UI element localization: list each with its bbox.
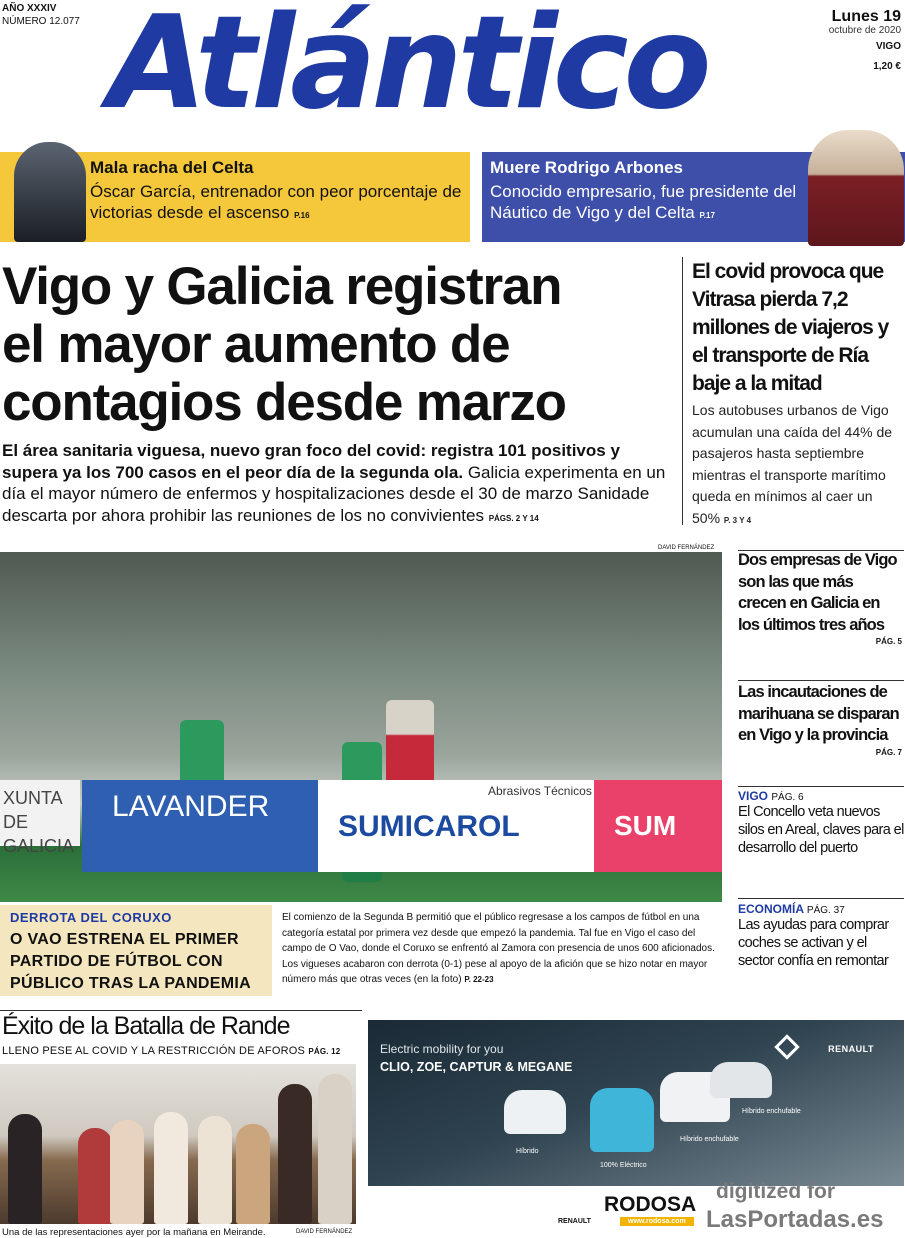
car-label: Híbrido <box>516 1148 539 1155</box>
figure <box>318 1074 352 1224</box>
lead-rest: Galicia experimenta en un día el mayor número de enfermos y hospitalizaciones desde el 30 de marzo Sanidade descarta por ahora prohibir las reuniones de los no convivientes <box>2 462 666 525</box>
teaser-body: Conocido empresario, fue presidente del Náutico de Vigo y del Celta P.17 <box>490 182 797 222</box>
rande-photo <box>0 1064 356 1224</box>
vitrasa-headline[interactable]: El covid provoca que Vitrasa pierda 7,2 millones de viajeros y el transporte de Ría baje a la mitad <box>692 260 889 395</box>
main-lead <box>2 440 674 529</box>
photo-credit: DAVID FERNÁNDEZ <box>658 545 715 551</box>
masthead-date <box>829 10 901 74</box>
sidebar-story-ayudas[interactable] <box>738 902 904 970</box>
banner-small-text: Abrasivos Técnicos <box>488 784 592 798</box>
issue-price: 1,20 € <box>873 61 901 72</box>
newspaper-logo[interactable]: Atlántico <box>108 0 707 138</box>
sidebar-headline: Dos empresas de Vigo son las que más crecen en Galicia en los últimos tres años <box>738 551 897 634</box>
ad-tagline: Electric mobility for you <box>380 1042 504 1056</box>
figure <box>198 1116 232 1224</box>
lead-bold: El área sanitaria viguesa, nuevo gran foco del covid: registra 101 positivos y supera ya los 700 casos en el peor día de la segunda ola. <box>2 441 620 482</box>
dealer-web[interactable]: www.rodosa.com <box>620 1217 694 1226</box>
sidebar-page: PÁG. 5 <box>875 637 902 646</box>
sidebar-kicker: ECONOMÍA PÁG. 37 <box>738 902 845 916</box>
ad-brand: RENAULT <box>828 1044 874 1054</box>
sidebar-story-marihuana[interactable] <box>738 682 904 757</box>
sidebar-headline: Las incautaciones de marihuana se disparan en Vigo y la provincia <box>738 683 899 744</box>
caption-kicker: DERROTA DEL CORUXO <box>10 910 172 925</box>
caption-page: P. 22-23 <box>464 975 494 984</box>
dealer-name: RODOSA <box>604 1193 697 1216</box>
banner-sumicarol: Abrasivos Técnicos SUMICAROL <box>318 780 594 872</box>
renault-logo-icon <box>774 1034 799 1059</box>
issue-day: Lunes 19 <box>831 8 901 25</box>
teaser-title: Muere Rodrigo Arbones <box>490 158 683 177</box>
sidebar-body: Las ayudas para comprar coches se activan y el sector confía en remontar <box>738 917 889 969</box>
ad-models: CLIO, ZOE, CAPTUR & MEGANE <box>380 1060 573 1074</box>
caption-title: O VAO ESTRENA EL PRIMER PARTIDO DE FÚTBOL CON PÚBLICO TRAS LA PANDEMIA <box>10 931 251 992</box>
rande-page: PÁG. 12 <box>308 1047 341 1056</box>
issue-date: octubre de 2020 <box>828 25 901 36</box>
teaser-body: Óscar García, entrenador con peor porcentaje de victorias desde el ascenso P.16 <box>90 182 462 222</box>
figure <box>236 1124 270 1224</box>
sidebar-story-empresas[interactable] <box>738 550 904 646</box>
figure <box>8 1114 42 1224</box>
car-megane <box>710 1062 772 1098</box>
caption-body: El comienzo de la Segunda B permitió que el público regresase a los campos de fútbol en una categoría estatal por primera vez desde que empezó la pandemia. Tal fue en Vigo el caso del campo de O Vao, donde el Coruxo se enfrentó al Zamora con presencia de unos 600 aficionados. Los vigueses acabaron con derrota (0-1) pese al apoyo de la afición que se hizo notar en mayor número más que otras veces (en la foto) P. 22-23 <box>282 912 715 985</box>
vitrasa-page: P. 3 Y 4 <box>723 515 752 525</box>
masthead-edition <box>2 2 80 28</box>
car-label: 100% Eléctrico <box>600 1162 647 1169</box>
arbones-photo <box>808 130 904 246</box>
sidebar-body: El Concello veta nuevos silos en Areal, claves para el desarrollo del puerto <box>738 804 904 856</box>
figure <box>154 1112 188 1224</box>
sidebar-story-silos[interactable] <box>738 789 904 857</box>
figure <box>78 1128 112 1224</box>
rande-caption: Una de las representaciones ayer por la mañana en Meirande. <box>2 1227 266 1238</box>
watermark: digitized for LasPortadas.es <box>706 1180 884 1233</box>
banner-xunta: XUNTA DE GALICIA <box>0 780 80 846</box>
teaser-title: Mala racha del Celta <box>90 158 254 177</box>
dealer-brand: RENAULT <box>558 1218 591 1225</box>
figure <box>278 1084 312 1224</box>
lead-page: PÁGS. 2 Y 14 <box>488 513 539 523</box>
section-divider <box>0 1010 362 1011</box>
rande-credit: DAVID FERNÁNDEZ <box>296 1229 353 1235</box>
vitrasa-body: Los autobuses urbanos de Vigo acumulan una caída del 44% de pasajeros hasta septiembre mientras el transporte marítimo queda en mínimos al caer un 50% P. 3 Y 4 <box>692 402 893 526</box>
sidebar-page: PÁG. 7 <box>875 747 902 757</box>
car-label: Híbrido enchufable <box>742 1108 801 1115</box>
car-zoe <box>590 1088 654 1152</box>
figure <box>110 1120 144 1224</box>
car-label: Híbrido enchufable <box>680 1136 739 1143</box>
coach-photo <box>14 142 86 242</box>
sidebar-divider <box>738 898 904 899</box>
sidebar-kicker: VIGO PÁG. 6 <box>738 789 804 803</box>
banner-lavander: LAVANDER <box>82 780 318 872</box>
issue-number: NÚMERO 12.077 <box>2 16 80 27</box>
sidebar-divider <box>738 680 904 681</box>
sidebar-divider <box>738 786 904 787</box>
car-clio <box>504 1090 566 1134</box>
banner-sum: SUM <box>594 780 722 872</box>
teaser-page: P.17 <box>699 211 715 220</box>
teaser-page: P.16 <box>294 211 310 220</box>
rande-subhead: LLENO PESE AL COVID Y LA RESTRICCIÓN DE AFOROS PÁG. 12 <box>2 1045 341 1057</box>
year-label: AÑO XXXIV <box>2 3 57 14</box>
issue-city: VIGO <box>875 41 901 52</box>
column-divider <box>682 257 683 525</box>
photo-caption-box[interactable] <box>0 905 272 996</box>
rande-headline[interactable]: Éxito de la Batalla de Rande <box>2 1012 290 1040</box>
main-headline[interactable]: Vigo y Galicia registran el mayor aumento de contagios desde marzo <box>2 257 566 432</box>
